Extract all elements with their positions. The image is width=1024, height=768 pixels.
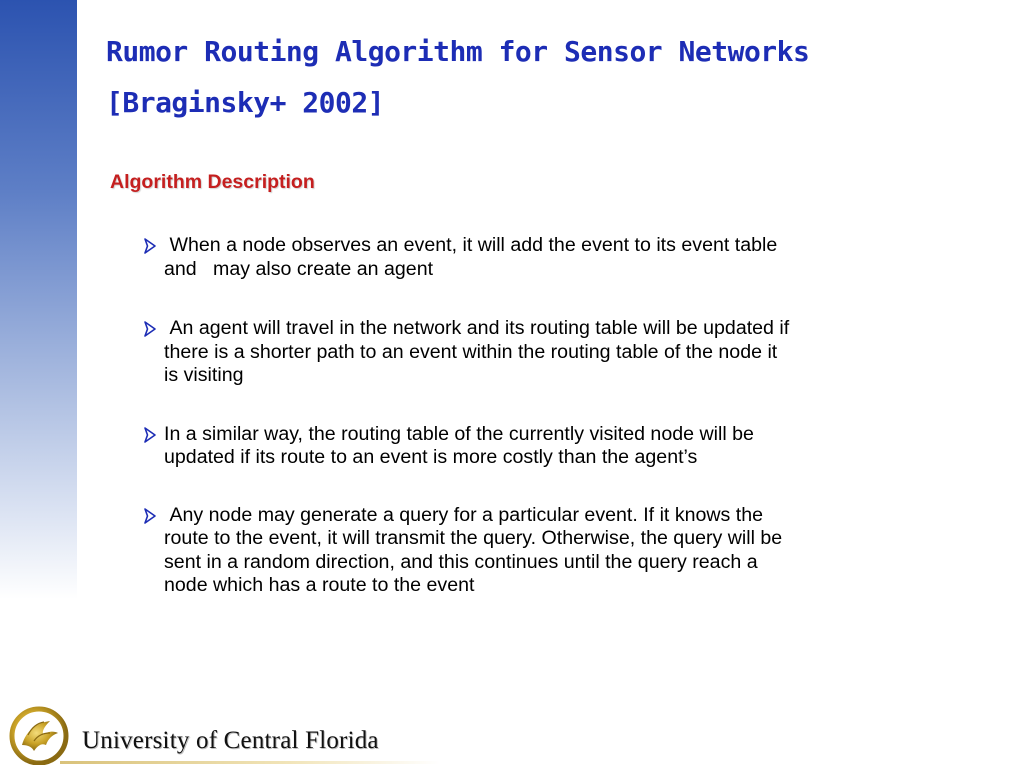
university-name: University of Central Florida [82, 727, 379, 754]
bullet-text: Any node may generate a query for a particular event. If it knows the route to the event, it will transmit the query. Otherwise, the query will be sent in a random direction, and this continues until the query reach a node which has a route to the event [164, 503, 783, 596]
slide-title [106, 26, 986, 128]
bullet-text: In a similar way, the routing table of the currently visited node will be updated if its route to an event is more costly than the agent’s [164, 422, 754, 468]
slide-title-line-1: Rumor Routing Algorithm for Sensor Networks [106, 35, 810, 68]
bullet-item [143, 317, 953, 388]
arrow-bullet-icon [143, 237, 157, 255]
bullet-item [143, 423, 953, 470]
arrow-bullet-icon [143, 426, 157, 444]
footer-divider [60, 761, 440, 764]
arrow-bullet-icon [143, 507, 157, 525]
side-gradient-band [0, 0, 77, 768]
bullet-text: When a node observes an event, it will add the event to its event table and may also create an agent [164, 234, 778, 280]
arrow-bullet-icon [143, 320, 157, 338]
bullet-list [143, 234, 953, 631]
bullet-item [143, 504, 953, 598]
slide-title-line-2: [Braginsky+ 2002] [106, 86, 385, 119]
bullet-text: An agent will travel in the network and its routing table will be updated if there is a shorter path to an event within the routing table of the node it is visiting [164, 317, 790, 386]
section-heading: Algorithm Description [110, 171, 315, 193]
pegasus-logo-icon [8, 705, 70, 765]
bullet-item [143, 234, 953, 281]
